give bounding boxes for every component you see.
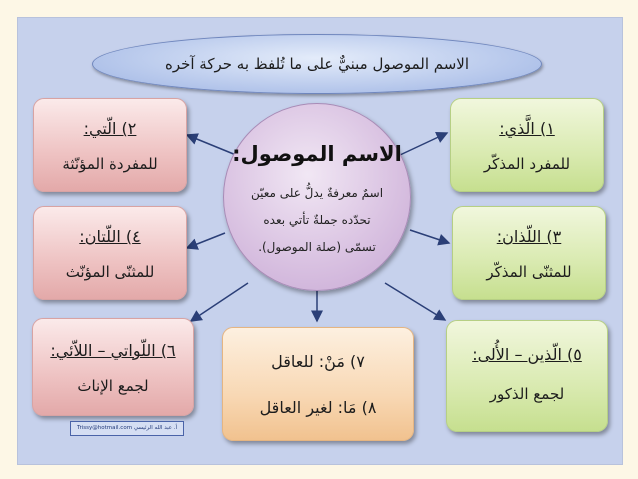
- center-heading: الاسم الموصول:: [232, 142, 402, 166]
- box-1: [450, 98, 604, 192]
- box-5-title: ٥) الّذين – الأُلى:: [472, 345, 582, 364]
- arrow-to-box-3: [410, 230, 449, 243]
- box-6-title: ٦) اللّواتي – اللاّئي:: [50, 341, 176, 360]
- center-circle: [223, 103, 411, 291]
- center-line-3: تسمّى (صلة الموصول).: [258, 240, 376, 254]
- credit-label: Trissy@hotmail.com أ. عبد الله الرئيسي: [70, 421, 184, 436]
- box-8-line: ٨) مَا: لغير العاقل: [259, 398, 377, 417]
- arrow-to-box-4: [187, 233, 225, 248]
- arrow-to-box-5: [385, 283, 445, 320]
- box-6: [32, 318, 194, 416]
- box-5-desc: لجمع الذكور: [489, 385, 565, 403]
- box-3: [452, 206, 606, 300]
- box-2-desc: للمفردة المؤنّثة: [62, 155, 158, 173]
- center-line-2: تحدّده جملةٌ تأتي بعده: [263, 213, 371, 227]
- box-2-title: ٢) الّتي:: [83, 119, 137, 138]
- box-6-desc: لجمع الإناث: [77, 377, 149, 395]
- box-4-title: ٤) اللّتان:: [79, 227, 141, 246]
- box-3-desc: للمثنّى المذكّر: [486, 263, 572, 281]
- box-1-title: ١) الَّذي:: [499, 119, 555, 138]
- box-1-desc: للمفرد المذكّر: [483, 155, 571, 173]
- box-7-8: [222, 327, 414, 441]
- center-line-1: اسمٌ معرفةٌ يدلُّ على معيّن: [250, 186, 384, 200]
- box-4-desc: للمثنّى المؤنّث: [65, 263, 155, 281]
- box-2: [33, 98, 187, 192]
- box-5: [446, 320, 608, 432]
- box-4: [33, 206, 187, 300]
- title-ellipse: [92, 34, 542, 94]
- box-3-title: ٣) اللّذان:: [496, 227, 562, 246]
- title-text: الاسم الموصول مبنيٌّ على ما تُلفظ به حركة آخره: [164, 55, 470, 73]
- box-7-line: ٧) مَنْ: للعاقل: [271, 352, 365, 371]
- arrow-to-box-6: [191, 283, 248, 321]
